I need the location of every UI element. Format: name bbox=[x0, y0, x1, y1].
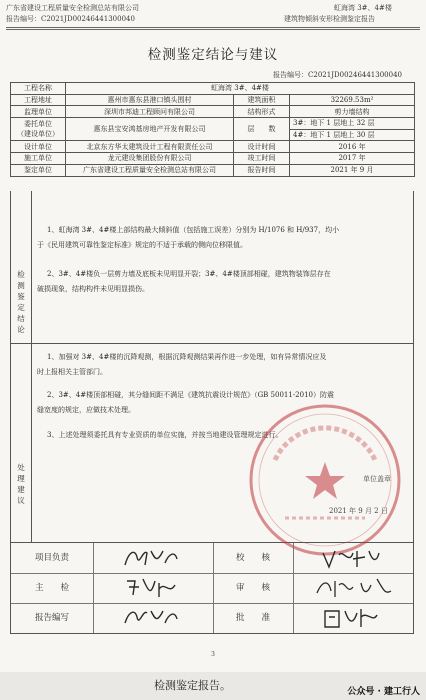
signature-row bbox=[11, 603, 413, 633]
area-value: 32269.53m² bbox=[290, 94, 415, 106]
floors-label: 层 数 bbox=[234, 118, 290, 141]
approver-signature-icon bbox=[321, 603, 381, 633]
conclusion-item-1 bbox=[37, 223, 415, 253]
header-right-line1: 虹海湾 3#、4#楼 bbox=[334, 4, 392, 12]
side-char: 议 bbox=[17, 496, 25, 505]
designer-label: 设计单位 bbox=[11, 141, 66, 153]
leader-label: 项目负责 bbox=[34, 553, 69, 563]
conclusion-item-1-line2: 于《民用建筑可靠性鉴定标准》规定的不适于承载的侧向位移限值。 bbox=[37, 241, 247, 249]
side-char: 理 bbox=[17, 474, 25, 483]
conclusion-section bbox=[10, 191, 414, 344]
design-time-label: 设计时间 bbox=[234, 141, 290, 153]
structure-label: 结构形式 bbox=[234, 106, 290, 118]
advice-item-1-line1: 1、加强对 3#、4#楼的沉降观测，根据沉降观测结果再作进一步处理，如有异常情况应及 bbox=[47, 353, 327, 361]
header-report-line: 报告编号：C2021JD00246441300040 bbox=[6, 15, 135, 23]
report-number: 报告编号：C2021JD00246441300040 bbox=[273, 71, 402, 79]
report-time-value: 2021 年 9 月 bbox=[290, 164, 415, 176]
client-label-line1: 委托单位 bbox=[24, 119, 52, 128]
page-number: 3 bbox=[211, 651, 215, 658]
project-name-label: 工程名称 bbox=[11, 83, 66, 95]
signature-row bbox=[11, 573, 413, 604]
chief-label: 主 检 bbox=[34, 583, 69, 593]
leader-signature-icon bbox=[121, 543, 181, 573]
chief-signature-icon bbox=[123, 573, 183, 603]
client-value: 惠东县宝安鸿基房地产开发有限公司 bbox=[66, 118, 234, 141]
page-title: 检测鉴定结论与建议 bbox=[147, 47, 279, 63]
area-label: 建筑面积 bbox=[234, 94, 290, 106]
conclusion-item-2 bbox=[37, 267, 415, 297]
builder-label: 施工单位 bbox=[11, 153, 66, 165]
page-header-right bbox=[284, 3, 392, 25]
project-info-table bbox=[10, 82, 415, 177]
header-rule-2 bbox=[6, 29, 420, 30]
side-char: 论 bbox=[17, 325, 25, 334]
page-header-left bbox=[6, 3, 139, 25]
advice-item-1 bbox=[37, 350, 415, 380]
completion-label: 竣工时间 bbox=[234, 153, 290, 165]
advice-item-3-line1: 3、上述处理须委托具有专业资质的单位实施，并按当地建设管理规定进行。 bbox=[47, 431, 283, 439]
supervisor-label: 监理单位 bbox=[11, 106, 66, 118]
side-char: 处 bbox=[17, 463, 25, 472]
writer-signature-icon bbox=[121, 603, 181, 633]
writer-label: 报告编写 bbox=[34, 613, 69, 623]
image-caption: 检测鉴定报告。 bbox=[154, 679, 231, 692]
header-org-line: 广东省建设工程质量安全检测总站有限公司 bbox=[6, 4, 139, 12]
signature-table bbox=[10, 543, 414, 634]
conclusion-side-column bbox=[11, 191, 32, 343]
side-char: 定 bbox=[17, 303, 25, 312]
advice-item-1-line2: 时上报相关主管部门。 bbox=[37, 368, 107, 376]
design-time-value: 2016 年 bbox=[290, 141, 415, 153]
stamp-date: 2021 年 9 月 2 日 bbox=[329, 507, 388, 515]
signature-row bbox=[11, 543, 413, 574]
floors-3-value: 3#：地下 1 层地上 32 层 bbox=[290, 118, 415, 130]
supervisor-value: 深圳市邦迪工程顾问有限公司 bbox=[66, 106, 234, 118]
client-label-line2: （建设单位） bbox=[17, 130, 59, 139]
advice-item-2-line2: 缝宽度的规定，应做技术处理。 bbox=[37, 406, 135, 414]
advice-side-column bbox=[11, 344, 32, 542]
address-value: 惠州市惠东县港口镇头围村 bbox=[66, 94, 234, 106]
header-right-line2: 建筑物倾斜安形检测鉴定报告 bbox=[284, 15, 375, 23]
official-seal-icon bbox=[245, 400, 405, 560]
reviewer-signature-icon bbox=[319, 543, 383, 573]
header-rule bbox=[6, 27, 420, 28]
auditor-signature-icon bbox=[313, 573, 393, 603]
appraiser-label: 鉴定单位 bbox=[11, 164, 66, 176]
approver-label: 批 准 bbox=[235, 613, 270, 623]
completion-value: 2017 年 bbox=[290, 153, 415, 165]
auditor-label: 审 核 bbox=[235, 583, 270, 593]
address-label: 工程地址 bbox=[11, 94, 66, 106]
conclusion-item-2-line2: 破损现象，结构构件未见明显损伤。 bbox=[37, 285, 149, 293]
project-name-value: 虹海湾 3#、4#楼 bbox=[66, 83, 415, 95]
builder-value: 龙元建设集团股份有限公司 bbox=[66, 153, 234, 165]
side-char: 建 bbox=[17, 485, 25, 494]
conclusion-item-1-line1: 1、虹海湾 3#、4#楼上部结构最大倾斜值（包括施工误差）分别为 H/1076 和 H/937，均小 bbox=[47, 226, 340, 234]
conclusion-side-label bbox=[11, 269, 31, 335]
conclusion-item-2-line1: 2、3#、4#楼负一层剪力墙及底板未见明显开裂；3#、4#楼顶部相碰，建筑物装饰层存在 bbox=[47, 270, 331, 278]
reviewer-label: 校 核 bbox=[235, 553, 270, 563]
floors-4-value: 4#：地下 1 层地上 30 层 bbox=[290, 129, 415, 141]
side-char: 测 bbox=[17, 281, 25, 290]
stamp-label: 单位盖章 bbox=[363, 475, 391, 483]
side-char: 鉴 bbox=[17, 292, 25, 301]
structure-value: 剪力墙结构 bbox=[290, 106, 415, 118]
report-time-label: 报告时间 bbox=[234, 164, 290, 176]
designer-value: 北京东方华太建筑设计工程有限责任公司 bbox=[66, 141, 234, 153]
watermark-text: 公众号 · 建工行人 bbox=[347, 687, 420, 697]
advice-side-label bbox=[11, 462, 31, 506]
appraiser-value: 广东省建设工程质量安全检测总站有限公司 bbox=[66, 164, 234, 176]
side-char: 结 bbox=[17, 314, 25, 323]
client-label bbox=[11, 118, 66, 141]
side-char: 检 bbox=[17, 270, 25, 279]
advice-item-2-line1: 2、3#、4#楼顶部相碰，其分缝间距不满足《建筑抗震设计规范》（GB 50011-2010）防震 bbox=[47, 391, 334, 399]
